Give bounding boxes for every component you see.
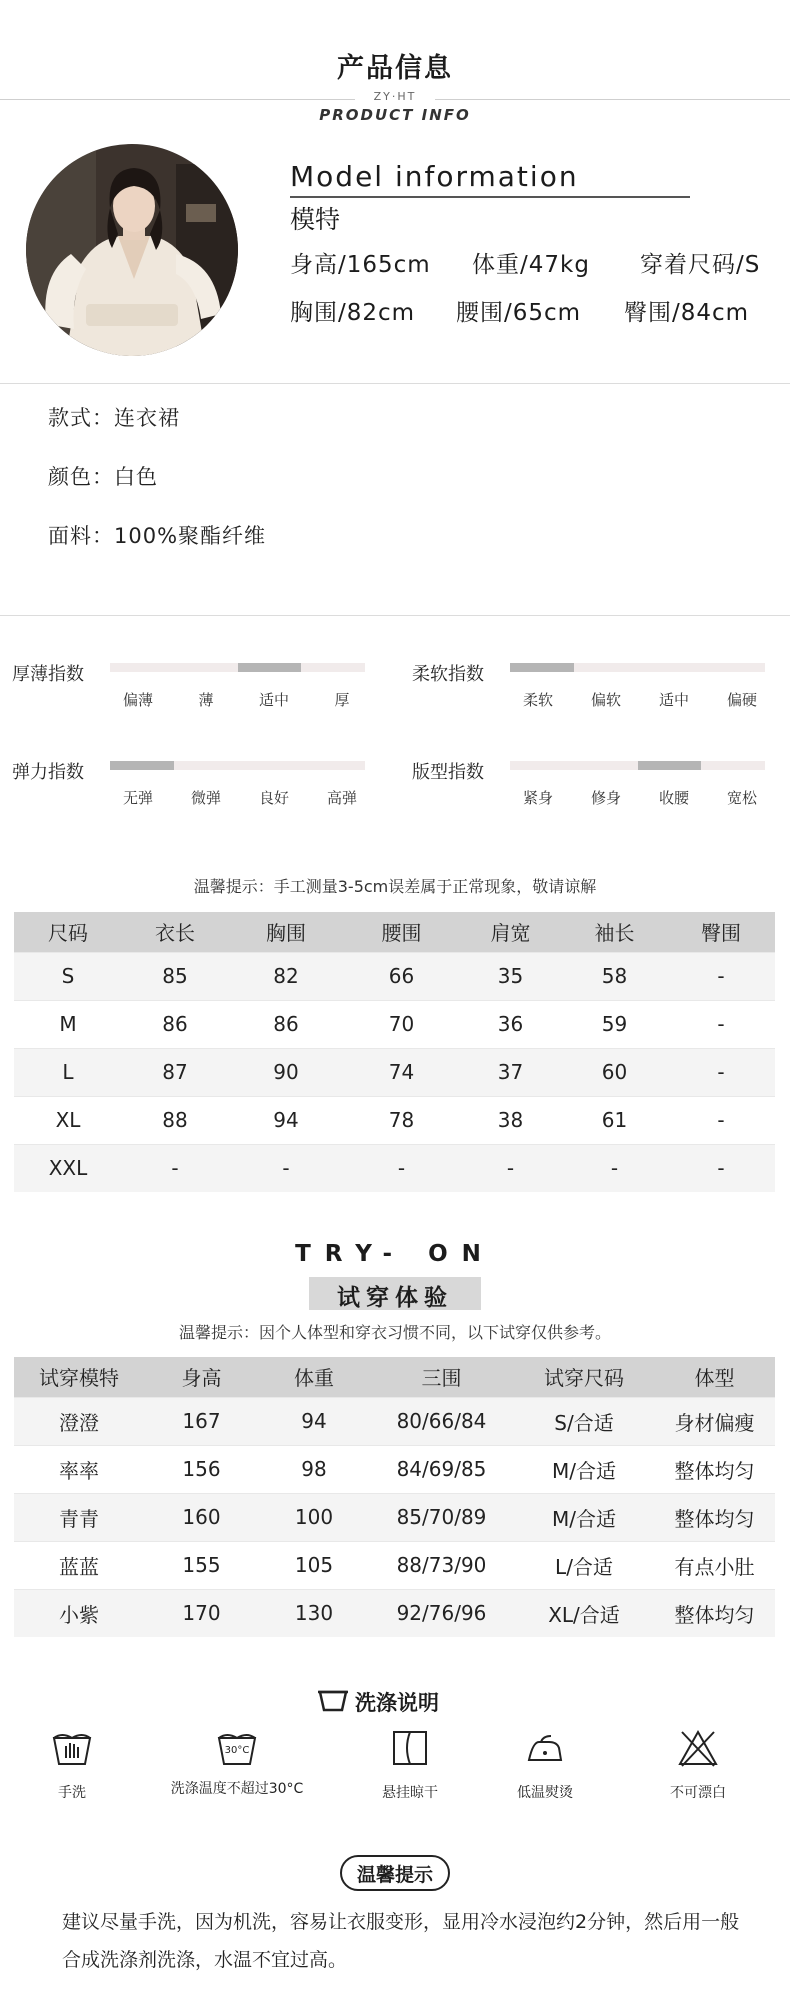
table-cell: 59 <box>562 1000 667 1048</box>
table-cell: 58 <box>562 952 667 1000</box>
index-option: 柔软 <box>522 691 553 709</box>
wash-temp-text: 30°C <box>224 1745 250 1756</box>
column-header: 试穿尺码 <box>514 1357 654 1397</box>
table-cell: 84/69/85 <box>369 1445 514 1493</box>
index-option: 紧身 <box>522 789 553 807</box>
table-cell: 61 <box>562 1096 667 1144</box>
index-option: 适中 <box>658 691 689 709</box>
basin-icon <box>318 1688 348 1716</box>
table-row <box>14 1000 775 1048</box>
table-cell: 98 <box>259 1445 369 1493</box>
table-cell: XXL <box>14 1144 122 1192</box>
column-header: 体重 <box>259 1357 369 1397</box>
table-cell: 35 <box>459 952 562 1000</box>
tryon-table-header <box>14 1357 775 1397</box>
index-option: 收腰 <box>658 789 689 807</box>
product-fabric: 面料：100%聚酯纤维 <box>48 524 267 548</box>
page-title: 产品信息 <box>337 53 453 84</box>
index-label: 柔软指数 <box>412 664 484 685</box>
table-cell: M/合适 <box>514 1445 654 1493</box>
table-cell: 90 <box>228 1048 344 1096</box>
table-cell: 100 <box>259 1493 369 1541</box>
column-header: 尺码 <box>14 912 122 952</box>
table-cell: 88 <box>122 1096 228 1144</box>
table-row <box>14 1445 775 1493</box>
model-bust: 胸围/82cm <box>290 300 416 326</box>
index-track <box>110 663 365 672</box>
table-cell: 167 <box>144 1397 259 1445</box>
wash-30-icon <box>215 1728 259 1768</box>
model-heading-underline <box>290 196 690 198</box>
table-cell: 整体均匀 <box>654 1445 775 1493</box>
size-note: 温馨提示：手工测量3-5cm误差属于正常现象，敬请谅解 <box>193 877 597 896</box>
table-cell: 小紫 <box>14 1589 144 1637</box>
column-header: 腰围 <box>344 912 459 952</box>
index-option: 适中 <box>258 691 289 709</box>
model-weight: 体重/47kg <box>472 252 590 278</box>
table-cell: 率率 <box>14 1445 144 1493</box>
column-header: 袖长 <box>562 912 667 952</box>
low-iron-icon <box>495 1728 595 1772</box>
table-cell: 82 <box>228 952 344 1000</box>
index-indicator <box>110 761 174 770</box>
table-cell: 155 <box>144 1541 259 1589</box>
table-cell: 74 <box>344 1048 459 1096</box>
size-table-header <box>14 912 775 952</box>
tips-title: 温馨提示 <box>356 1864 433 1886</box>
tryon-note: 温馨提示：因个人体型和穿衣习惯不同，以下试穿仅供参考。 <box>178 1323 611 1342</box>
table-cell: M <box>14 1000 122 1048</box>
table-cell: 青青 <box>14 1493 144 1541</box>
section-divider <box>0 615 790 616</box>
index-indicator <box>238 663 302 672</box>
wash-title: 洗涤说明 <box>355 1691 439 1715</box>
column-header: 三围 <box>369 1357 514 1397</box>
table-row <box>14 1144 775 1192</box>
table-row <box>14 952 775 1000</box>
index-option: 无弹 <box>122 789 153 807</box>
table-cell: 60 <box>562 1048 667 1096</box>
index-option: 宽松 <box>726 789 757 807</box>
column-header: 胸围 <box>228 912 344 952</box>
table-cell: 66 <box>344 952 459 1000</box>
index-option: 厚 <box>334 691 350 709</box>
size-table <box>14 912 775 1192</box>
column-header: 试穿模特 <box>14 1357 144 1397</box>
table-cell: 澄澄 <box>14 1397 144 1445</box>
tryon-title-cn: 试穿体验 <box>337 1285 453 1311</box>
wash-label: 低温熨烫 <box>517 1785 573 1801</box>
table-cell: 蓝蓝 <box>14 1541 144 1589</box>
table-cell: 70 <box>344 1000 459 1048</box>
index-indicator <box>638 761 702 770</box>
index-label: 弹力指数 <box>12 762 84 783</box>
table-cell: 有点小肚 <box>654 1541 775 1589</box>
index-indicator <box>510 663 574 672</box>
wash-label: 洗涤温度不超过30°C <box>170 1781 304 1797</box>
table-cell: 105 <box>259 1541 369 1589</box>
table-cell: 130 <box>259 1589 369 1637</box>
index-option: 偏软 <box>590 691 621 709</box>
table-cell: - <box>344 1144 459 1192</box>
table-cell: 156 <box>144 1445 259 1493</box>
table-row <box>14 1096 775 1144</box>
model-photo <box>26 144 238 356</box>
index-option: 高弹 <box>326 789 357 807</box>
index-label: 厚薄指数 <box>12 664 84 685</box>
table-cell: 整体均匀 <box>654 1589 775 1637</box>
table-cell: 160 <box>144 1493 259 1541</box>
column-header: 身高 <box>144 1357 259 1397</box>
wash-item-bleach <box>648 1728 748 1802</box>
column-header: 衣长 <box>122 912 228 952</box>
index-option: 偏薄 <box>122 691 153 709</box>
table-cell: 94 <box>259 1397 369 1445</box>
model-name: 模特 <box>290 205 341 234</box>
page-subtitle: PRODUCT INFO <box>319 106 471 124</box>
wash-label: 手洗 <box>58 1785 86 1801</box>
table-cell: - <box>667 1144 775 1192</box>
table-cell: - <box>122 1144 228 1192</box>
product-color: 颜色：白色 <box>48 465 158 489</box>
table-cell: M/合适 <box>514 1493 654 1541</box>
index-track <box>510 761 765 770</box>
table-cell: 86 <box>122 1000 228 1048</box>
table-row <box>14 1397 775 1445</box>
model-hip: 臀围/84cm <box>624 300 750 326</box>
index-track <box>510 663 765 672</box>
section-divider <box>0 383 790 384</box>
index-option: 薄 <box>198 691 214 709</box>
product-style: 款式：连衣裙 <box>48 406 180 430</box>
hang-dry-icon <box>360 1728 460 1772</box>
column-header: 臀围 <box>667 912 775 952</box>
table-cell: 85/70/89 <box>369 1493 514 1541</box>
brand-mark: ZY·HT <box>355 90 435 103</box>
table-cell: 38 <box>459 1096 562 1144</box>
column-header: 体型 <box>654 1357 775 1397</box>
table-cell: 87 <box>122 1048 228 1096</box>
table-cell: - <box>667 1096 775 1144</box>
hand-wash-icon <box>22 1728 122 1772</box>
wash-label: 悬挂晾干 <box>382 1785 438 1801</box>
wash-item-hand <box>22 1728 122 1802</box>
table-cell: - <box>667 1000 775 1048</box>
table-cell: - <box>562 1144 667 1192</box>
table-row <box>14 1048 775 1096</box>
table-cell: 94 <box>228 1096 344 1144</box>
model-waist: 腰围/65cm <box>456 300 582 326</box>
wash-label: 不可漂白 <box>670 1785 726 1801</box>
index-option: 微弹 <box>190 789 221 807</box>
table-cell: S/合适 <box>514 1397 654 1445</box>
table-cell: 92/76/96 <box>369 1589 514 1637</box>
index-option: 良好 <box>258 789 289 807</box>
table-cell: S <box>14 952 122 1000</box>
tryon-title-en: TRY- ON <box>295 1241 495 1267</box>
table-cell: 170 <box>144 1589 259 1637</box>
table-cell: XL <box>14 1096 122 1144</box>
table-row <box>14 1589 775 1637</box>
index-track <box>110 761 365 770</box>
tryon-table <box>14 1357 775 1637</box>
wash-item-iron <box>495 1728 595 1802</box>
table-cell: 88/73/90 <box>369 1541 514 1589</box>
table-cell: - <box>228 1144 344 1192</box>
table-cell: 80/66/84 <box>369 1397 514 1445</box>
table-cell: 85 <box>122 952 228 1000</box>
tips-text: 建议尽量手洗，因为机洗，容易让衣服变形，显用冷水浸泡约2分钟，然后用一般合成洗涤剂洗涤，水温不宜过高。 <box>62 1911 740 1971</box>
table-row <box>14 1493 775 1541</box>
table-cell: 78 <box>344 1096 459 1144</box>
index-label: 版型指数 <box>412 762 484 783</box>
table-cell: L <box>14 1048 122 1096</box>
table-cell: XL/合适 <box>514 1589 654 1637</box>
table-cell: 36 <box>459 1000 562 1048</box>
table-cell: 86 <box>228 1000 344 1048</box>
model-size: 穿着尺码/S <box>640 252 761 278</box>
table-cell: L/合适 <box>514 1541 654 1589</box>
index-option: 偏硬 <box>726 691 757 709</box>
no-bleach-icon <box>648 1728 748 1772</box>
model-heading: Model information <box>290 160 579 193</box>
table-cell: - <box>459 1144 562 1192</box>
table-cell: 整体均匀 <box>654 1493 775 1541</box>
model-height: 身高/165cm <box>290 252 431 278</box>
table-cell: 37 <box>459 1048 562 1096</box>
column-header: 肩宽 <box>459 912 562 952</box>
table-cell: - <box>667 952 775 1000</box>
wash-item-temp <box>162 1728 312 1798</box>
index-option: 修身 <box>590 789 621 807</box>
table-cell: 身材偏瘦 <box>654 1397 775 1445</box>
wash-item-hang <box>360 1728 460 1802</box>
table-cell: - <box>667 1048 775 1096</box>
table-row <box>14 1541 775 1589</box>
